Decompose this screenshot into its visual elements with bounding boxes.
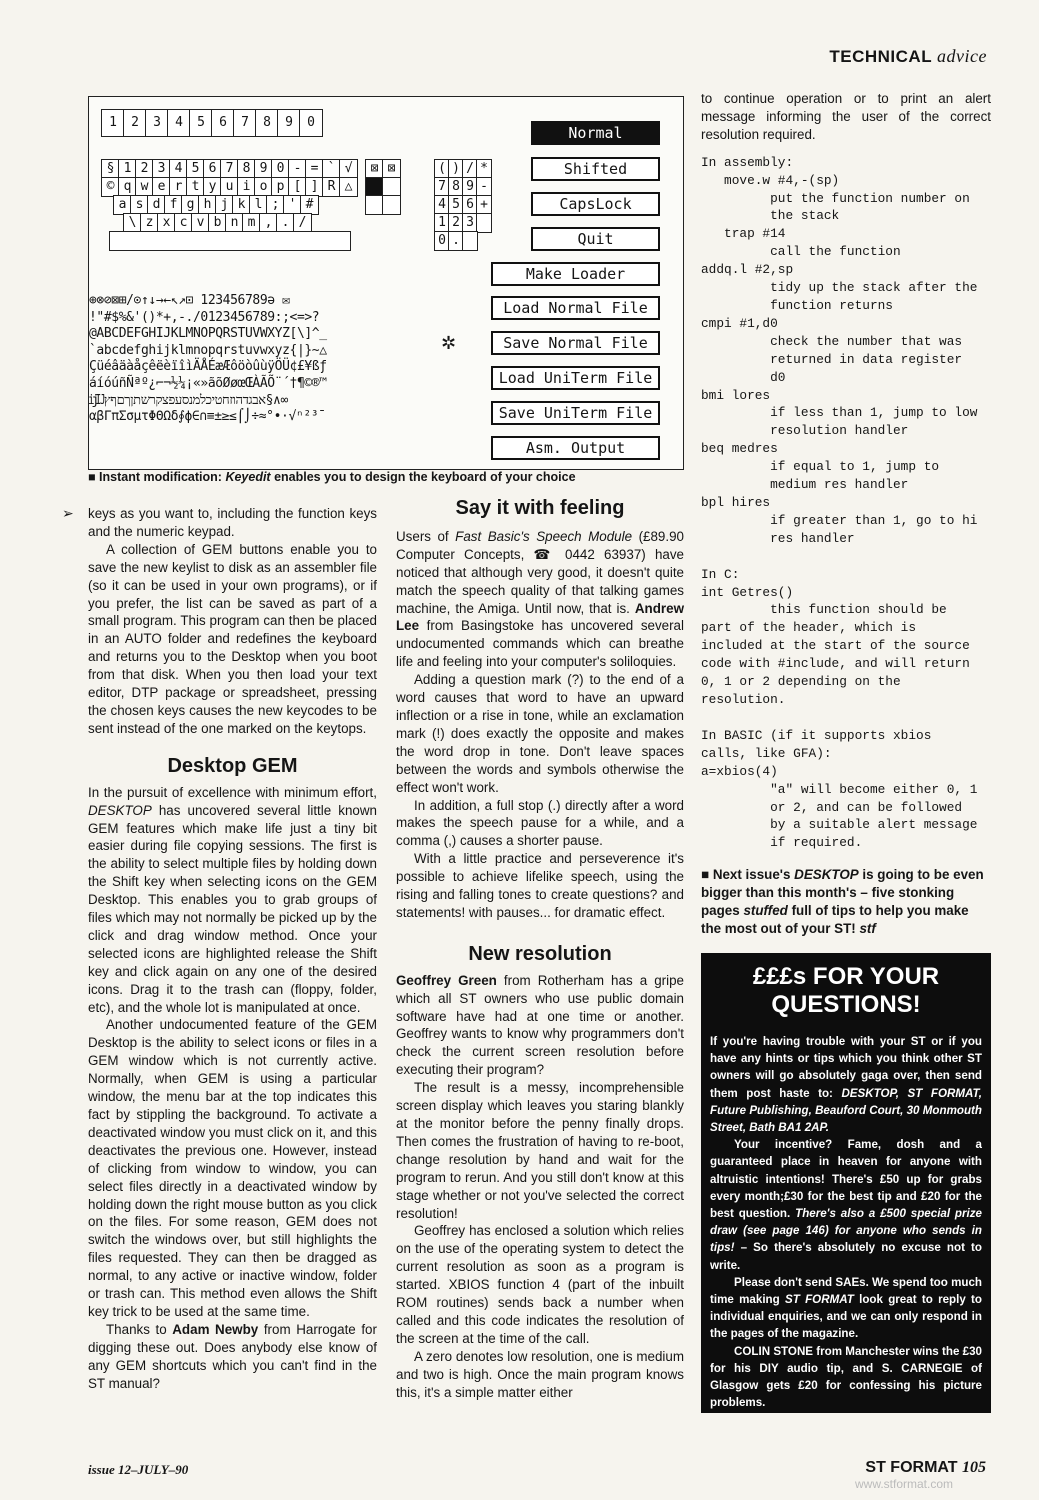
numpad-key: ) xyxy=(448,159,464,179)
keyboard-key: v xyxy=(191,213,210,233)
keyboard-key: 9 xyxy=(254,159,273,179)
gem-button: Save UniTerm File xyxy=(491,401,660,425)
gem-button: Make Loader xyxy=(491,262,660,286)
charset-row: !"#$%&'()*+,-./0123456789:;<=>? xyxy=(89,309,320,325)
keyboard-key: [ xyxy=(288,177,307,197)
column-1 xyxy=(62,505,377,1393)
gem-button: Load Normal File xyxy=(491,296,660,320)
keyboard-key: w xyxy=(135,177,154,197)
keyboard-key: h xyxy=(198,195,217,215)
paragraph: Please don't send SAEs. We spend too much time making ST FORMAT look great to reply to individual enquiries, and we can only respond in the pages of the magazine. xyxy=(710,1275,982,1341)
issue-footer: issue 12–JULY–90 xyxy=(88,1462,189,1477)
function-key: 1 xyxy=(101,109,125,137)
keyboard-key: 2 xyxy=(135,159,154,179)
keyboard-key: ` xyxy=(322,159,341,179)
page-footer: ST FORMAT 105 xyxy=(865,1459,986,1476)
keyboard-key: x xyxy=(157,213,176,233)
function-key: 2 xyxy=(123,109,147,137)
c-code: In C: int Getres() this function should be part of the header, which is included at the start of the source code with #include, and will return 0, 1 or 2 depending on the resolution. xyxy=(701,566,970,707)
function-key: 7 xyxy=(233,109,257,137)
keyboard-key: = xyxy=(305,159,324,179)
keyboard-key: q xyxy=(118,177,137,197)
keyboard-key: f xyxy=(164,195,183,215)
keyboard-key: 5 xyxy=(186,159,205,179)
column-2 xyxy=(396,497,684,1402)
numpad-key: * xyxy=(476,159,492,179)
keyboard-key: 3 xyxy=(152,159,171,179)
numpad-key: . xyxy=(448,231,464,251)
numpad-key: 1 xyxy=(434,213,450,233)
charset-row: `abcdefghijklmnopqrstuvwxyz{|}~△ xyxy=(89,342,327,358)
paragraph: The result is a messy, incomprehensible screen display which leaves you staring blankly at the monitor before the penny finally drops. Then comes the frustration of having to re-boot, change resolution by hand and wait for the program to rerun. And you still don't know at this stage whether or not you've selected the correct resolution! xyxy=(396,1080,684,1221)
keyboard-key: p xyxy=(271,177,290,197)
paragraph: A zero denotes low resolution, one is medium and two is high. Once the main program knows this, it's a simple matter either xyxy=(396,1348,684,1400)
gem-button: Quit xyxy=(531,227,660,251)
keyboard-key: ; xyxy=(266,195,285,215)
keyboard-key: g xyxy=(181,195,200,215)
heading-desktop-gem: Desktop GEM xyxy=(167,754,298,777)
numpad-key: ( xyxy=(434,159,450,179)
keyboard-key: R xyxy=(322,177,341,197)
numpad-key xyxy=(476,213,492,233)
paragraph: A collection of GEM buttons enable you to save the new keylist to disk as an assembler file (so it can be used in your own programs), or if you prefer, the list can be saved as part of a small program. This program can then be placed in an AUTO folder and redefines the keyboard and returns you to the Desktop when you boot from that disk. When you then load your text editor, DTP package or spreadsheet, pressing the chosen keys causes the new keycodes to be sent instead of the one marked on the keytops. xyxy=(88,541,377,736)
keyboard-key: u xyxy=(220,177,239,197)
keyboard-key: d xyxy=(147,195,166,215)
paragraph: In the pursuit of excellence with minimum effort, DESKTOP has uncovered several little known GEM features which make life just a tiny bit easier during file copying sessions. The first is the ability to select multiple files by holding down the Shift key when selecting icons on the GEM Desktop. This enables you to grab groups of files which may not normally be picked up by the click and drag window method. Once your selected icons are highlighted release the Shift key and click again on any one of the desired icons. Drag it to the trash can (floppy, folder, etc), and the whole lot is manipulated at once. xyxy=(88,784,377,1015)
charset-row: ⊕⊗⊘⊠⊞/⊙↑↓→←↖↗⊡ 123456789ə ✉ xyxy=(89,293,290,308)
gem-button: Shifted xyxy=(531,157,660,181)
keyboard-key: . xyxy=(276,213,295,233)
keyboard-key: r xyxy=(169,177,188,197)
numpad-key: 3 xyxy=(462,213,478,233)
numpad-key: 8 xyxy=(448,177,464,197)
paragraph: Your incentive? Fame, dosh and a guaranteed place in heaven for anyone with altruistic intentions! There's £50 up for grabs every month;£30 for the best tip and £20 for the best question. There's also a £500 special prize draw (see page 146) for anyone who sends in tips! – So there's absolutely no excuse not to write. xyxy=(710,1138,982,1272)
numpad-key: 9 xyxy=(462,177,478,197)
function-key: 0 xyxy=(299,109,323,137)
keyboard-key: m xyxy=(242,213,261,233)
numpad-key: + xyxy=(476,195,492,215)
boxout-title: £££s FOR YOUR QUESTIONS! xyxy=(752,963,940,1018)
numpad-key: - xyxy=(476,177,492,197)
heading-say-it-with-feeling: Say it with feeling xyxy=(455,497,625,519)
numpad-key: 5 xyxy=(448,195,464,215)
keyboard-key: s xyxy=(130,195,149,215)
paragraph: Thanks to Adam Newby from Harrogate for digging these out. Does anybody else know of any GEM shortcuts which you can't find in the ST manual? xyxy=(88,1321,377,1391)
next-issue-note: ■ Next issue's DESKTOP is going to be even bigger than this month's – five stonking pages stuffed full of tips to help you make the most out of your ST! stf xyxy=(701,867,984,936)
charset-row: @ABCDEFGHIJKLMNOPQRSTUVWXYZ[\]^_ xyxy=(89,326,327,342)
paragraph: If you're having trouble with your ST or if you have any hints or tips which you think other ST owners will go absolutely gaga over, then send them post haste to: DESKTOP, ST FORMAT, Future Publishing, Beauford Court, 30 Monmouth Street, Bath BA1 2AP. xyxy=(710,1035,982,1135)
paragraph: to continue operation or to print an alert message informing the user of the correct resolution required. xyxy=(701,91,991,142)
keyboard-key: 8 xyxy=(237,159,256,179)
keyboard-key: n xyxy=(225,213,244,233)
keyboard-key: o xyxy=(254,177,273,197)
paragraph: Geoffrey has enclosed a solution which relies on the use of the operating system to detect the current resolution as soon as a program is started. XBIOS function 4 (part of the inbuilt ROM routines) sends back a number when called and this code indicates the resolution of the screen at the time of the call. xyxy=(396,1223,684,1346)
numpad-key: 6 xyxy=(462,195,478,215)
keyboard-key: 7 xyxy=(220,159,239,179)
keyboard-key: k xyxy=(232,195,251,215)
keyboard-key: , xyxy=(259,213,278,233)
paragraph: Users of Fast Basic's Speech Module (£89.90 Computer Concepts, ☎ 0442 63937) have noticed that although very good, it doesn't quite match the speech quality of that talking games machine, the Amiga. Until now, that is. Andrew Lee from Basingstoke has uncovered several undocumented commands which can breathe life and feeling into your computer's soliloquies. xyxy=(396,528,684,670)
keyboard-key: z xyxy=(140,213,159,233)
special-key: ⊠ xyxy=(382,159,401,179)
function-key: 9 xyxy=(277,109,301,137)
keyboard-key: e xyxy=(152,177,171,197)
special-key xyxy=(382,195,401,215)
special-key xyxy=(382,177,401,197)
keyboard-key: / xyxy=(293,213,312,233)
keyboard-key: # xyxy=(300,195,319,215)
paragraph: In addition, a full stop (.) directly after a word makes the speech pause for a while, and a comma (,) causes a shorter pause. xyxy=(396,797,684,849)
gem-button: Normal xyxy=(531,121,660,145)
busy-bee-icon: ✲ xyxy=(441,333,457,353)
paragraph: Geoffrey Green from Rotherham has a gripe which all ST owners who use public domain software have had at one time or another. Geoffrey wants to know why programmers don't check the current screen resolution before executing their program? xyxy=(396,972,684,1078)
keyboard-key: § xyxy=(101,159,120,179)
special-key: ⊠ xyxy=(365,159,384,179)
keyboard-key: 0 xyxy=(271,159,290,179)
keyboard-key: y xyxy=(203,177,222,197)
paragraph: keys as you want to, including the function keys and the numeric keypad. xyxy=(88,506,377,539)
keyboard-key: △ xyxy=(339,177,358,197)
keyboard-key: © xyxy=(101,177,120,197)
gem-button: CapsLock xyxy=(531,192,660,216)
keyboard-key: ] xyxy=(305,177,324,197)
keyboard-key: - xyxy=(288,159,307,179)
charset-row: ÇüéâäàåçêëèïîìÄÅÉæÆôöòûùÿÖÜ¢£¥ßƒ xyxy=(89,359,327,375)
keyedit-screenshot xyxy=(88,96,684,470)
function-key: 5 xyxy=(189,109,213,137)
keyboard-key: l xyxy=(249,195,268,215)
numpad-key xyxy=(462,231,478,251)
keyboard-key: 1 xyxy=(118,159,137,179)
source-url: www.stformat.com xyxy=(854,1477,953,1491)
numpad-key: 7 xyxy=(434,177,450,197)
basic-code: In BASIC (if it supports xbios calls, like GFA): a=xbios(4) "a" will become either 0, 1 or 2, and can be followed by a suitable alert message if required. xyxy=(701,727,978,851)
keyboard-key: 6 xyxy=(203,159,222,179)
keyboard-key: j xyxy=(215,195,234,215)
questions-boxout xyxy=(701,953,991,1413)
numpad-key: / xyxy=(462,159,478,179)
spacebar-key xyxy=(109,231,351,251)
assembly-code: In assembly: move.w #4,-(sp) put the function number on the stack trap #14 call the function addq.l #2,sp tidy up the stack after the function returns cmpi #1,d0 check the number that was returned in data register d0 bmi lores if less than 1, jump to low resolution handler beq medres if equal to 1, jump to medium res handler bpl hires if greater than 1, go to hi res handler xyxy=(701,154,978,546)
numpad-key: 0 xyxy=(434,231,450,251)
gem-button: Load UniTerm File xyxy=(491,366,660,390)
gem-button: Save Normal File xyxy=(491,331,660,355)
charset-row: αβΓπΣσµτΦΘΩδ∮ϕ∈∩≡±≥≤⌠⌡÷≈°•·√ⁿ²³¯ xyxy=(89,409,326,425)
keyboard-key: b xyxy=(208,213,227,233)
paragraph: COLIN STONE from Manchester wins the £30 for his DIY audio tip, and S. CARNEGIE of Glasgow gets £20 for confessing his picture problems. xyxy=(710,1344,982,1410)
section-header: TECHNICAL advice xyxy=(829,46,987,66)
function-key: 6 xyxy=(211,109,235,137)
gem-button: Asm. Output xyxy=(491,436,660,460)
paragraph: With a little practice and perseverence it's possible to achieve lifelike speech, using the rising and falling tones to create questions? and statements! with pauses... for dramatic effect. xyxy=(396,851,684,920)
keyboard-key: c xyxy=(174,213,193,233)
figure-caption: ■ Instant modification: Keyedit enables you to design the keyboard of your choice xyxy=(88,470,576,484)
function-key: 3 xyxy=(145,109,169,137)
keyboard-key: \ xyxy=(123,213,142,233)
function-key: 4 xyxy=(167,109,191,137)
keyboard-key: i xyxy=(237,177,256,197)
keyboard-key: t xyxy=(186,177,205,197)
keyboard-key: ' xyxy=(283,195,302,215)
paragraph: Adding a question mark (?) to the end of a word causes that word to have an upward inflection or a rise in tone, while an exclamation mark (!) does exactly the opposite and makes the word drop in tone. Don't leave spaces between the words and symbols otherwise the effect won't work. xyxy=(396,672,684,795)
column-3 xyxy=(701,90,991,938)
keyboard-key: 4 xyxy=(169,159,188,179)
paragraph: Another undocumented feature of the GEM Desktop is the ability to select icons or files in a GEM window which is not currently active. Normally, when GEM is using a particular window, the menu bar at the top indicates this fact by stippling the background. To activate a deactivated window you must click on it, and this deactivates the previous one. However, instead of clicking from window to window, you can select files directly in a deactivated window by holding down the right mouse button as you click on the files. For some reason, GEM does not switch the windows over, but still highlights the files requested. They can then be dragged as normal, to any active or inactive window, folder or trash can. This method even allows the Shift key trick to be used at the same time. xyxy=(88,1017,377,1319)
charset-row: ĳĲאבגדהוזחטיכלמנסעפצקרשתןךםףץ§∧∞ xyxy=(89,392,288,408)
keyboard-key: a xyxy=(113,195,132,215)
numpad-key: 2 xyxy=(448,213,464,233)
function-key: 8 xyxy=(255,109,279,137)
keyboard-key: √ xyxy=(339,159,358,179)
continuation-arrow-icon: ➢ xyxy=(62,505,74,521)
numpad-key: 4 xyxy=(434,195,450,215)
charset-row: áíóúñÑªº¿⌐¬½¼¡«»ãõØøœŒÀÃÕ¨´†¶©®™ xyxy=(89,376,327,391)
heading-new-resolution: New resolution xyxy=(468,942,612,965)
